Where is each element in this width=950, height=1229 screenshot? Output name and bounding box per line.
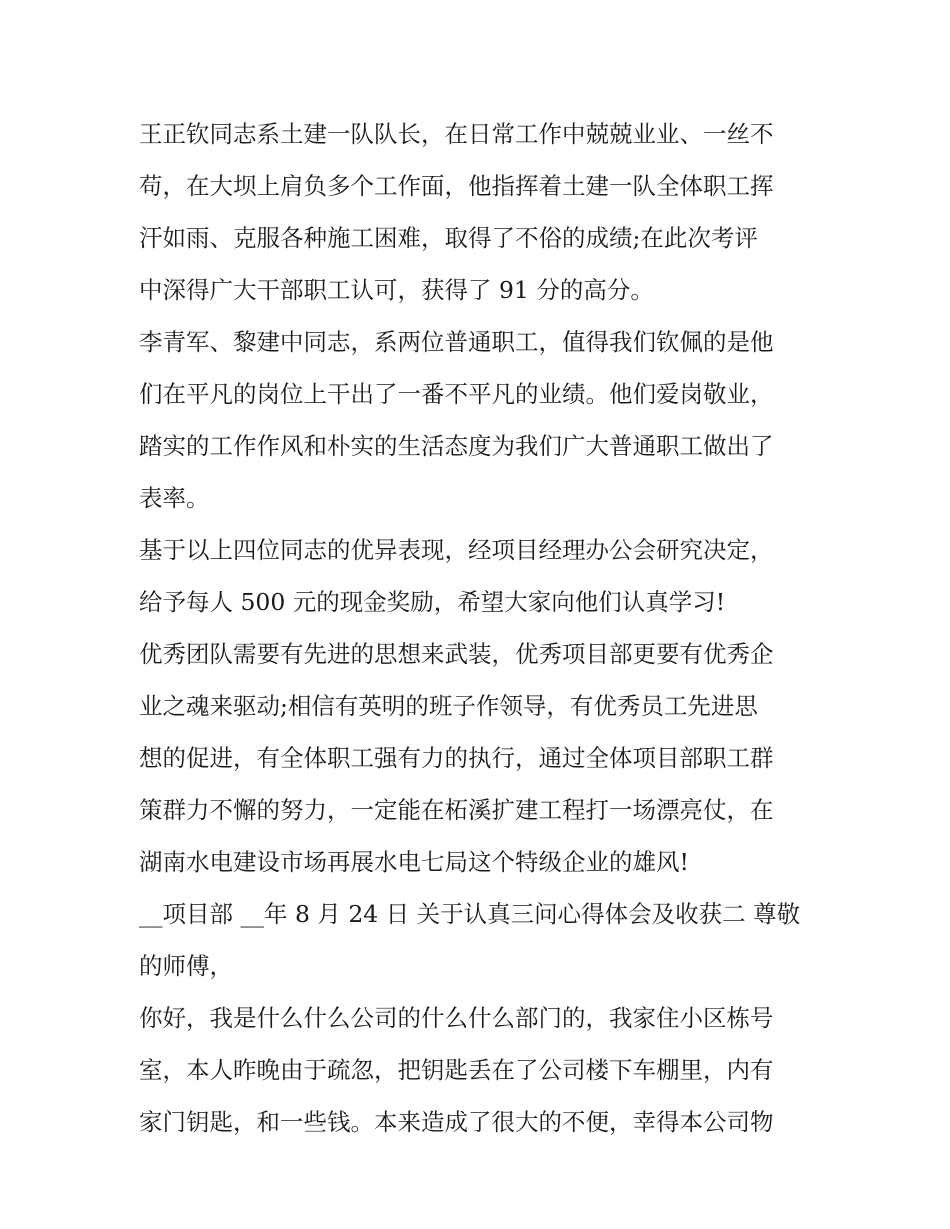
text-line: 你好，我是什么什么公司的什么什么部门的，我家住小区栋号 (139, 1004, 774, 1032)
text-line: 室，本人昨晚由于疏忽，把钥匙丢在了公司楼下车棚里，内有 (139, 1056, 774, 1084)
text-line: 苟，在大坝上肩负多个工作面，他指挥着土建一队全体职工挥 (139, 172, 774, 200)
text-line: 业之魂来驱动;相信有英明的班子作领导，有优秀员工先进思 (139, 692, 758, 720)
text-line: 湖南水电建设市场再展水电七局这个特级企业的雄风! (139, 848, 689, 876)
text-line: 想的促进，有全体职工强有力的执行，通过全体项目部职工群 (139, 744, 774, 772)
text-line: __项目部 __年 8 月 24 日 关于认真三问心得体会及收获二 尊敬 (139, 900, 801, 928)
text-line: 汗如雨、克服各种施工困难，取得了不俗的成绩;在此次考评 (139, 224, 758, 252)
text-line: 优秀团队需要有先进的思想来武装，优秀项目部更要有优秀企 (139, 640, 774, 668)
text-line: 家门钥匙，和一些钱。本来造成了很大的不便，幸得本公司物 (139, 1108, 774, 1136)
text-line: 踏实的工作作风和朴实的生活态度为我们广大普通职工做出了 (139, 432, 774, 460)
text-line: 们在平凡的岗位上干出了一番不平凡的业绩。他们爱岗敬业， (139, 380, 774, 408)
text-line: 基于以上四位同志的优异表现，经项目经理办公会研究决定， (139, 536, 774, 564)
text-line: 给予每人 500 元的现金奖励，希望大家向他们认真学习! (139, 588, 726, 616)
text-line: 李青军、黎建中同志，系两位普通职工，值得我们钦佩的是他 (139, 328, 774, 356)
text-line: 中深得广大干部职工认可，获得了 91 分的高分。 (139, 276, 654, 304)
text-line: 王正钦同志系土建一队队长，在日常工作中兢兢业业、一丝不 (139, 120, 774, 148)
body-text (139, 108, 819, 1148)
text-line: 表率。 (139, 484, 210, 512)
text-line: 策群力不懈的努力，一定能在柘溪扩建工程打一场漂亮仗，在 (139, 796, 774, 824)
text-line: 的师傅， (139, 952, 233, 980)
